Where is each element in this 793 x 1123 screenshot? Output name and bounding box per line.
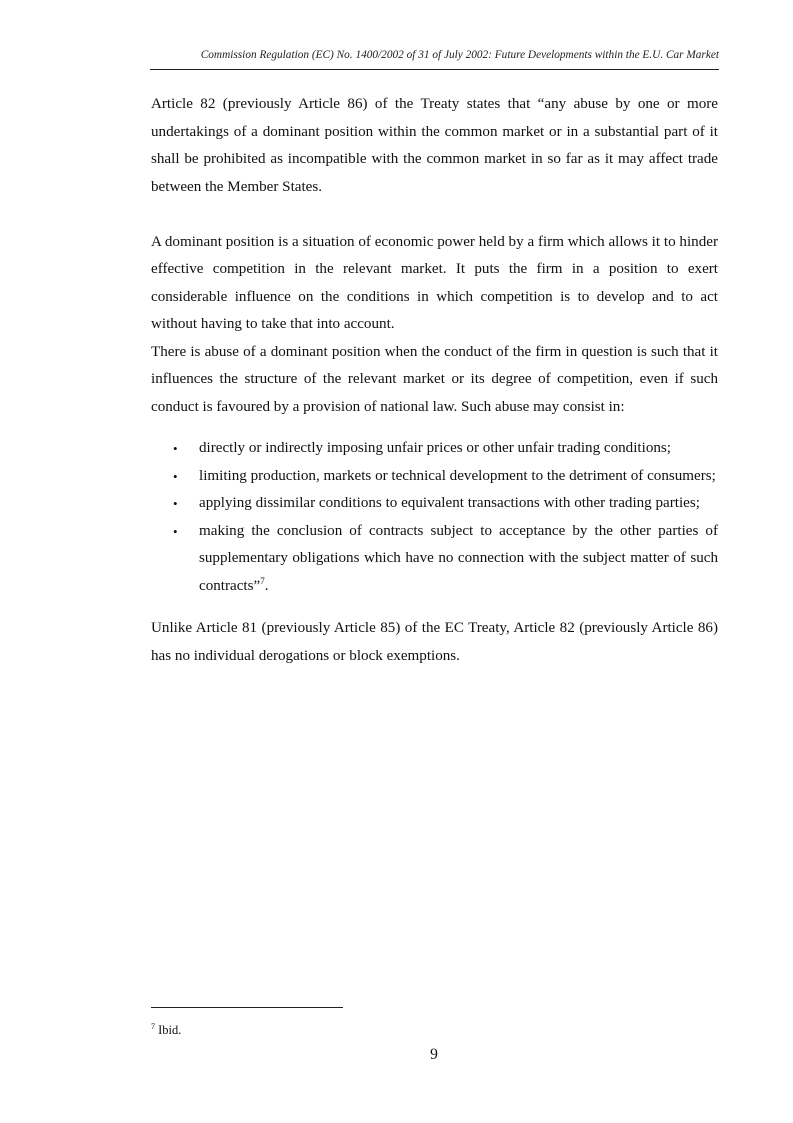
bullet-icon: • bbox=[173, 496, 178, 511]
header-divider bbox=[150, 69, 719, 70]
paragraph-abuse-definition: There is abuse of a dominant position when the conduct of the firm in question is such that it influences the structure of the relevant market or its degree of competition, even if such conduct is favoured by a provision of national law. Such abuse may consist in: bbox=[151, 343, 718, 415]
bullet-icon: • bbox=[173, 441, 178, 456]
list-item bbox=[151, 490, 718, 518]
list-item bbox=[151, 435, 718, 463]
list-item-text: limiting production, markets or technical development to the detriment of consumers; bbox=[199, 467, 716, 484]
page-body bbox=[151, 91, 718, 670]
list-item-text: applying dissimilar conditions to equivalent transactions with other trading parties; bbox=[199, 495, 700, 511]
paragraph-article-81-comparison: Unlike Article 81 (previously Article 85) of the EC Treaty, Article 82 (previously Article 86) has no individual derogations or block exemptions. bbox=[151, 620, 718, 664]
paragraph-article-82: Article 82 (previously Article 86) of the Treaty states that “any abuse by one or more undertakings of a dominant position within the common market or in a substantial part of it shall be prohibited as incompatible with the common market in so far as it may affect trade between the Member States. bbox=[151, 96, 718, 195]
footnote-text: Ibid. bbox=[158, 1023, 182, 1037]
footnote-divider bbox=[151, 1007, 343, 1008]
list-item bbox=[151, 518, 718, 601]
bullet-icon: • bbox=[173, 468, 178, 484]
list-item-text: making the conclusion of contracts subject to acceptance by the other parties of supplementary obligations which have no connection with the subject matter of such contracts” bbox=[199, 522, 718, 594]
footnote-number: 7 bbox=[151, 1022, 155, 1031]
list-item-end: . bbox=[264, 577, 269, 594]
list-item bbox=[151, 463, 718, 491]
footnote-reference[interactable]: 7 bbox=[260, 575, 265, 586]
page-number: 9 bbox=[430, 1046, 438, 1063]
running-header: Commission Regulation (EC) No. 1400/2002 of 31 of July 2002: Future Developments within the E.U. Car Market bbox=[200, 49, 719, 61]
footnote bbox=[151, 1021, 181, 1039]
abuse-list bbox=[151, 435, 718, 600]
paragraph-dominant-position: A dominant position is a situation of economic power held by a firm which allows it to hinder effective competition in the relevant market. It puts the firm in a position to exert considerable influence on the conditions in which competition is to develop and to act without having to take that into account. bbox=[151, 233, 718, 332]
list-item-text: directly or indirectly imposing unfair prices or other unfair trading conditions; bbox=[199, 440, 671, 456]
bullet-icon: • bbox=[173, 523, 178, 539]
